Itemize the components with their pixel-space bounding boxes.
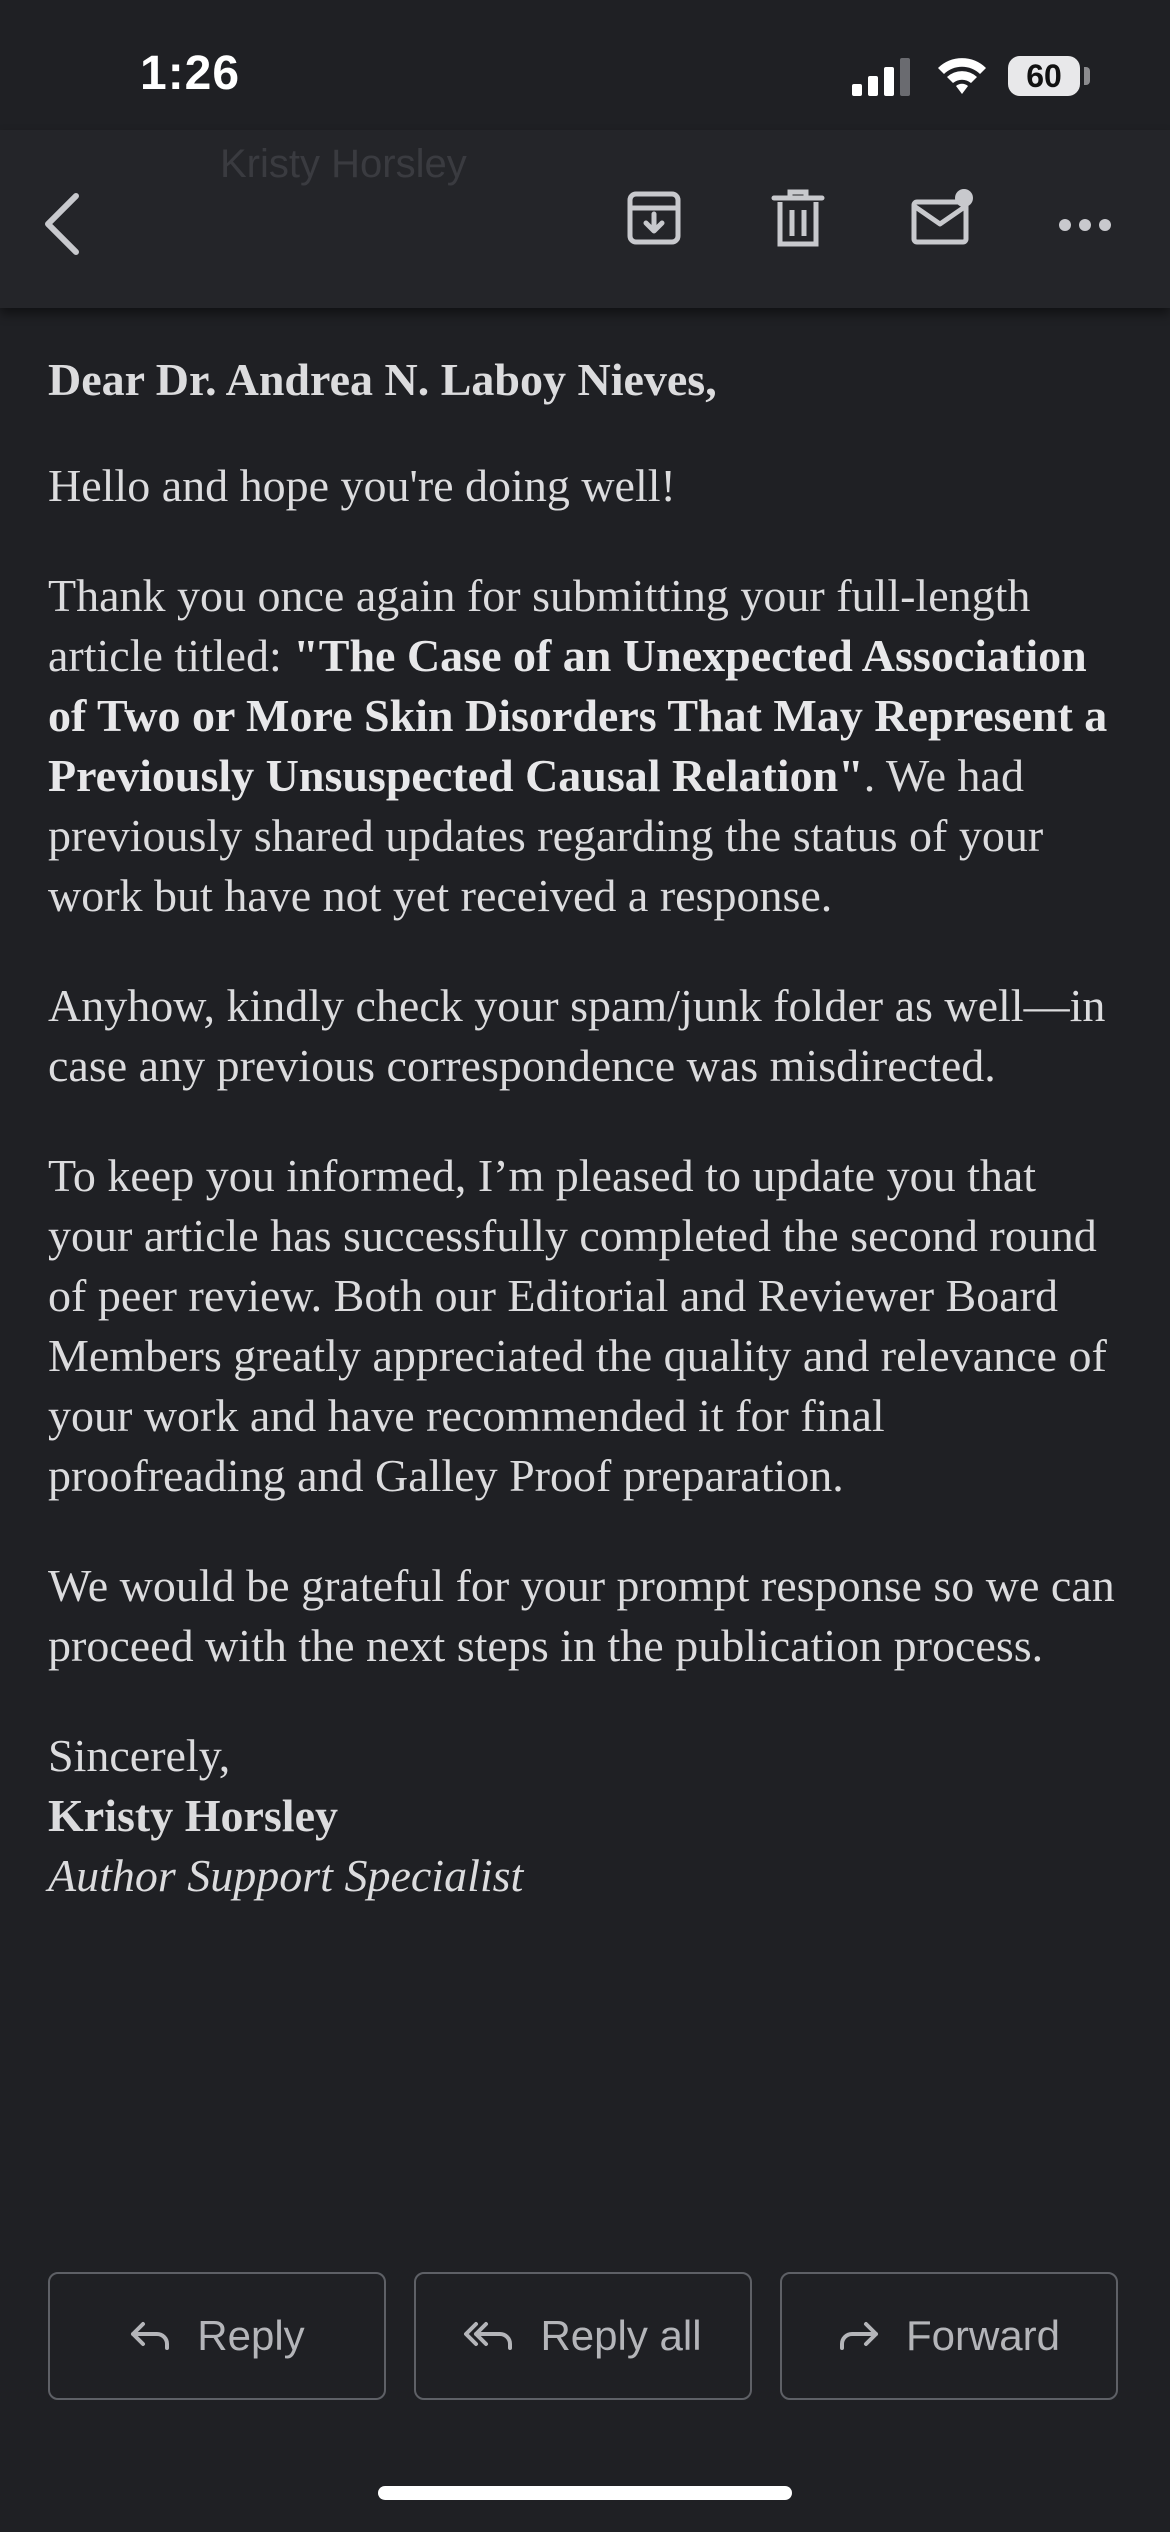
- reply-icon: [129, 2320, 171, 2352]
- forward-button[interactable]: [780, 2272, 1118, 2400]
- reply-all-icon: [464, 2320, 514, 2352]
- mark-unread-icon[interactable]: [910, 188, 974, 248]
- email-body: [48, 350, 1128, 1906]
- collapsed-sender-name: Kristy Horsley: [220, 142, 467, 186]
- reply-all-button[interactable]: [414, 2272, 752, 2400]
- email-toolbar: [0, 130, 1170, 308]
- more-icon[interactable]: [1058, 218, 1112, 232]
- home-indicator[interactable]: [378, 2486, 792, 2500]
- status-bar: [0, 0, 1170, 150]
- email-actions: [48, 2272, 1122, 2404]
- email-paragraph: Anyhow, kindly check your spam/junk folder as well—in case any previous correspondence was misdirected.: [48, 980, 1106, 1091]
- reply-label: Reply: [197, 2312, 305, 2359]
- archive-icon[interactable]: [624, 188, 684, 248]
- back-icon[interactable]: [40, 192, 88, 256]
- email-paragraph: We would be grateful for your prompt response so we can proceed with the next steps in the publication process.: [48, 1560, 1115, 1671]
- paragraph-text: Thank you once again for submitting your full-length article titled:: [48, 570, 1031, 681]
- reply-all-label: Reply all: [540, 2312, 702, 2359]
- signature-title: Author Support Specialist: [48, 1850, 524, 1901]
- email-signature: [48, 1726, 1128, 1906]
- email-paragraph: Hello and hope you're doing well!: [48, 460, 676, 511]
- forward-icon: [838, 2320, 880, 2352]
- wifi-icon: [936, 56, 988, 96]
- status-time: 1:26: [140, 47, 241, 100]
- signature-name: Kristy Horsley: [48, 1790, 338, 1841]
- cellular-signal-icon: [852, 58, 912, 96]
- email-paragraph: [48, 566, 1128, 926]
- email-greeting: Dear Dr. Andrea N. Laboy Nieves,: [48, 354, 717, 405]
- battery-indicator: 60: [1008, 56, 1080, 96]
- signature-closing: Sincerely,: [48, 1730, 231, 1781]
- forward-label: Forward: [905, 2312, 1061, 2359]
- article-title: "The Case of an Unexpected Association of Two or More Skin Disorders That May Represent a Previously Unsuspected Causal Relation": [48, 630, 1108, 801]
- battery-tip: [1084, 67, 1090, 85]
- reply-button[interactable]: [48, 2272, 386, 2400]
- paragraph-text: . We had previously shared updates regarding the status of your work but have not yet received a response.: [48, 750, 1044, 921]
- trash-icon[interactable]: [770, 188, 826, 250]
- email-paragraph: To keep you informed, I’m pleased to update you that your article has successfully completed the second round of peer review. Both our Editorial and Reviewer Board Members greatly appreciated the quality and relevance of your work and have recommended it for final proofreading and Galley Proof preparation.: [48, 1150, 1107, 1501]
